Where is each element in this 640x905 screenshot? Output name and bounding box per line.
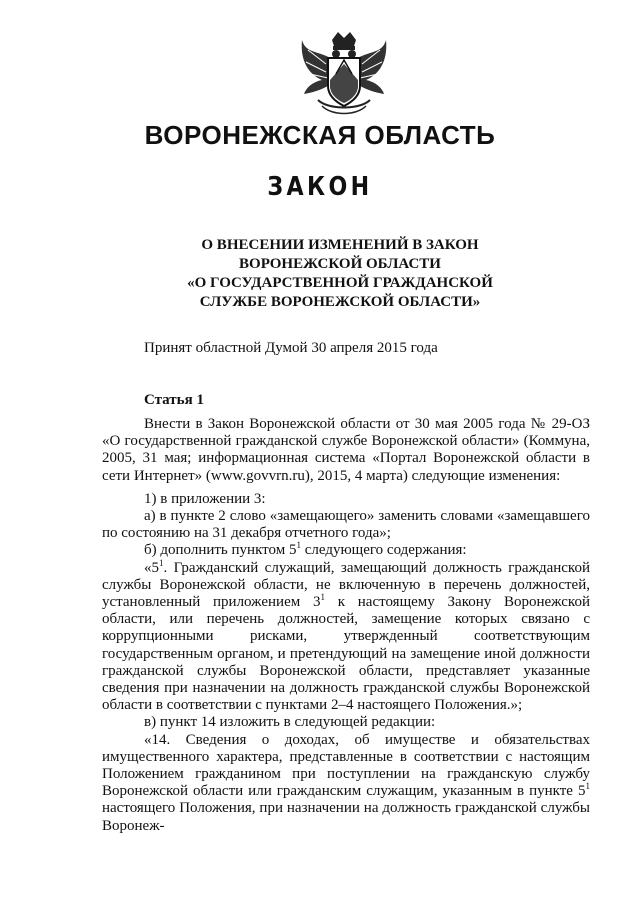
law-title <box>130 236 550 312</box>
text-run: «14. Сведения о доходах, об имуществе и обязательствах имущественного характера, представленные в соответствии с настоящим Положением гражданином при поступлении на гражданскую службу Воронежской области или гражданским служащим, указанным в пункте 5 <box>102 731 590 800</box>
superscript: 1 <box>159 557 164 568</box>
law-title-line: «О ГОСУДАРСТВЕННОЙ ГРАЖДАНСКОЙ <box>187 275 493 291</box>
law-title-line: ВОРОНЕЖСКОЙ ОБЛАСТИ <box>239 256 441 272</box>
law-title-line: О ВНЕСЕНИИ ИЗМЕНЕНИЙ В ЗАКОН <box>201 237 479 253</box>
document-type-heading: ЗАКОН <box>267 172 373 202</box>
law-title-line: СЛУЖБЕ ВОРОНЕЖСКОЙ ОБЛАСТИ» <box>199 294 481 310</box>
paragraph <box>102 732 590 835</box>
superscript: 1 <box>296 540 301 551</box>
superscript: 1 <box>320 592 325 603</box>
text-run: «5 <box>144 559 159 576</box>
text-run: б) дополнить пунктом 5 <box>144 542 297 559</box>
text-run: . Гражданский служащий, замещающий должность гражданской службы Воронежской области, не включенную в перечень должностей, установленный приложением 3 <box>102 559 590 611</box>
article-heading: Статья 1 <box>144 392 204 408</box>
paragraph <box>102 557 590 715</box>
region-heading: ВОРОНЕЖСКАЯ ОБЛАСТЬ <box>144 120 496 150</box>
paragraph: а) в пункте 2 слово «замещающего» заменить словами «замещавшего по состоянию на 31 декабря отчетного года»; <box>102 508 590 542</box>
text-run: следующего содержания: <box>300 542 467 559</box>
voronezh-coat-of-arms-icon <box>298 30 390 118</box>
paragraph: 1) в приложении 3: <box>144 490 266 507</box>
paragraph: Внести в Закон Воронежской области от 30 мая 2005 года № 29-ОЗ «О государственной гражданской службе Воронежской области» (Коммуна, 2005, 31 мая; информационная система «Портал Воронежской области в сети Интернет» (www.govvrn.ru), 2015, 4 марта) следующие изменения: <box>102 416 590 484</box>
article-body <box>102 416 590 835</box>
superscript: 1 <box>585 781 590 792</box>
text-run: к настоящему Закону Воронежской области, или перечень должностей, замещение которых связано с коррупционными рисками, утвержденный соответствующим государственным органом, и претендующий на замещение иной должности гражданской службы Воронежской области, представляет указанные сведения при назначении на должность гражданской службы Воронежской области в соответствии с пунктами 2–4 настоящего Положения.»; <box>102 594 590 714</box>
paragraph: в) пункт 14 изложить в следующей редакции: <box>144 714 436 731</box>
text-run: настоящего Положения, при назначении на должность гражданской службы Воронеж- <box>102 800 590 834</box>
adoption-note: Принят областной Думой 30 апреля 2015 года <box>144 340 438 356</box>
paragraph <box>102 542 590 559</box>
